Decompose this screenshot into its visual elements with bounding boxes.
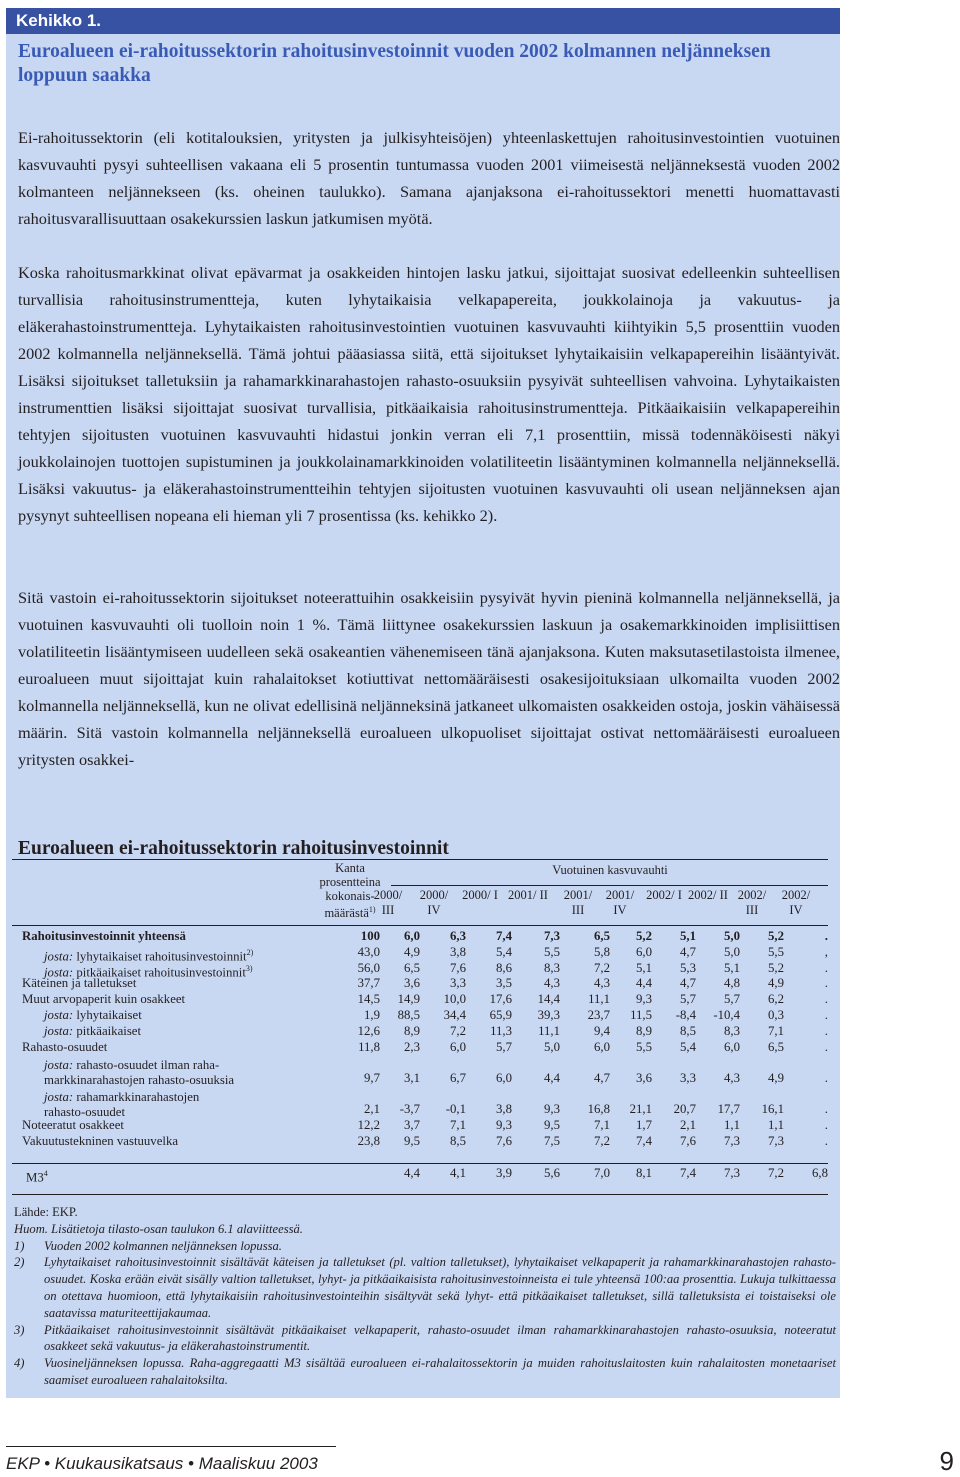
value-cell: . [824,1040,828,1054]
value-cell: 5,2 [636,929,652,943]
value-cell: 5,5 [768,945,784,959]
value-cell: 9,3 [636,992,652,1006]
value-cell: 6,0 [496,1071,512,1085]
column-header: 2001/ IV [605,888,635,917]
value-cell: 3,9 [496,1166,512,1180]
value-cell: . [824,1102,828,1116]
column-header: 2002/ II [688,888,728,902]
value-cell: . [824,1118,828,1132]
value-cell: 5,3 [680,961,696,975]
value-cell: . [824,961,828,975]
page-number: 9 [939,1446,954,1476]
stock-cell: 11,8 [358,1040,380,1054]
row-label: josta: lyhytaikaiset rahoitusinvestoinnit$^{2)}$ [44,948,254,964]
value-cell: 1,1 [724,1118,740,1132]
value-cell: 5,1 [636,961,652,975]
value-cell: , [824,945,828,959]
growth-header: Vuotuinen kasvuvauhti [552,863,668,877]
value-cell: 6,5 [404,961,420,975]
value-cell: 7,1 [768,1024,784,1038]
column-header: 2001/ III [563,888,593,917]
footer-publication: EKP • Kuukausikatsaus • Maaliskuu 2003 [6,1454,318,1473]
value-cell: 3,3 [680,1071,696,1085]
value-cell: 6,0 [594,1040,610,1054]
value-cell: 6,5 [768,1040,784,1054]
value-cell: 9,4 [594,1024,610,1038]
value-cell: 5,2 [768,961,784,975]
value-cell: 8,3 [724,1024,740,1038]
value-cell: . [824,1024,828,1038]
value-cell: 8,9 [404,1024,420,1038]
value-cell: 3,6 [636,1071,652,1085]
value-cell: 5,0 [724,945,740,959]
row-label: Muut arvopaperit kuin osakkeet [22,992,186,1006]
value-cell: 8,3 [544,961,560,975]
footnote-list [14,1238,836,1389]
value-cell: 9,3 [496,1118,512,1132]
value-cell: 7,4 [496,929,512,943]
value-cell: 34,4 [443,1008,466,1022]
value-cell: 7,2 [768,1166,784,1180]
value-cell: . [824,1008,828,1022]
value-cell: 7,2 [450,1024,466,1038]
value-cell: 4,4 [404,1166,420,1180]
column-header: 2000/ IV [419,888,449,917]
value-cell: 3,3 [450,976,466,990]
remark-note: Huom. Lisätietoja tilasto-osan taulukon 6.1 alaviitteessä. [14,1221,303,1236]
column-header: 2002/ III [737,888,767,917]
row-label: Noteeratut osakkeet [22,1118,124,1132]
value-cell: 4,4 [636,976,652,990]
stock-cell: 37,7 [357,976,380,990]
value-cell: 4,1 [450,1166,466,1180]
value-cell: -10,4 [713,1008,740,1022]
paragraph-2: Koska rahoitusmarkkinat olivat epävarmat ja osakkeiden hintojen lasku jatkui, sijoittajat suosivat edelleenkin suhteellisen turvallisia rahoitusinstrumentteja, kuten lyhytaikaisia velkapapereita, joukkolainoja ja vakuutus- ja eläkerahastoinstrumentteja. Lyhytaikaisten rahoitusinvestointien vuotuinen kasvuvauhti kiihtyikin 5,5 prosenttiin vuoden 2002 kolmannella neljänneksellä. Tämä johtui pääasiassa siitä, että sijoitukset lyhytaikaisiin velkapapereihin lisääntyivät. Lisäksi sijoitukset talletuksiin ja rahamarkkinarahastojen rahasto-osuuksiin pysyivät suhteellisen vahvoina. Lyhytaikaisten instrumenttien lisäksi sijoittajat suosivat turvallisia, pitkäaikaisia rahoitusinstrumentteja. Pitkäaikaisiin velkapapereihin tehtyjen sijoitusten vuotuinen kasvuvauhti hidastui jonkin verran eli 7,1 prosenttiin, missä todennäköisesti näkyi joukkolainojen tuottojen supistuminen ja joukkolainamarkkinoiden volatiliteetin lisääntyminen kolmannella neljänneksellä. Lisäksi vakuutus- ja eläkerahastoinstrumentteihin tehtyjen sijoitusten vuotuinen kasvuvauhti oli usean neljänneksen ajan pysynyt suhteellisen nopeana eli hieman yli 7 prosentissa (ks. kehikko 2). [18,263,840,525]
column-header: 2000/ I [462,888,498,902]
value-cell: 17,7 [717,1102,740,1116]
value-cell: 6,5 [594,929,610,943]
value-cell: 5,0 [724,929,740,943]
value-cell: 6,0 [636,945,652,959]
row-label: Vakuutustekninen vastuuvelka [22,1134,179,1148]
value-cell: 5,0 [544,1040,560,1054]
value-cell: 6,2 [768,992,784,1006]
value-cell: 8,6 [496,961,512,975]
value-cell: 88,5 [397,1008,420,1022]
value-cell: 65,9 [489,1008,512,1022]
table-bottom-rule [12,1194,828,1195]
value-cell: 3,5 [496,976,512,990]
value-cell: 9,5 [404,1134,420,1148]
value-cell: 7,6 [680,1134,696,1148]
column-header: 2002/ I [646,888,682,902]
footnote: 4) Vuosineljänneksen lopussa. Raha-aggregaatti M3 sisältää euroalueen ei-rahalaitossektorin ja muiden rahoituslaitosten kuin rahalaitosten monetaariset saamiset euroalueen rahalaitoksilta. [14,1356,836,1387]
stock-cell: 2,1 [364,1102,380,1116]
value-cell: 5,2 [768,929,784,943]
value-cell: 5,7 [496,1040,512,1054]
footnote-key: 3) [14,1322,25,1337]
stock-cell: 56,0 [357,961,380,975]
stock-cell: 14,5 [357,992,380,1006]
value-cell: . [824,992,828,1006]
value-cell: 5,4 [680,1040,696,1054]
value-cell: 5,8 [594,945,610,959]
value-cell: 8,1 [636,1166,652,1180]
box-title-bar [6,8,840,34]
value-cell: 14,4 [537,992,560,1006]
value-cell: 5,7 [680,992,696,1006]
column-header: 2000/ III [373,888,403,917]
value-cell: 11,1 [538,1024,560,1038]
value-cell: 3,8 [450,945,466,959]
table-row [16,1058,836,1090]
stock-cell: 100 [360,929,380,943]
value-cell: 3,8 [496,1102,512,1116]
value-cell: 7,3 [724,1134,740,1148]
row-label: josta: pitkäaikaiset rahoitusinvestoinnit$^{3)}$ [44,964,253,980]
value-cell: 39,3 [537,1008,560,1022]
table-header-rule [12,925,828,926]
value-cell: . [824,929,828,943]
value-cell: 8,9 [636,1024,652,1038]
value-cell: 5,1 [724,961,740,975]
column-header: 2002/ IV [781,888,811,917]
value-cell: 7,6 [450,961,466,975]
value-cell: . [824,1134,828,1148]
value-cell: 9,3 [544,1102,560,1116]
value-cell: 7,3 [768,1134,784,1148]
value-cell: 14,9 [397,992,420,1006]
value-cell: -8,4 [675,1008,696,1022]
value-cell: 5,1 [680,929,696,943]
value-cell: 23,7 [587,1008,610,1022]
value-cell: 7,5 [544,1134,560,1148]
value-cell: . [824,1071,828,1085]
growth-header-rule [391,885,828,886]
footer-rule [6,1446,336,1447]
value-cell: 11,1 [588,992,610,1006]
value-cell: 6,0 [450,1040,466,1054]
value-cell: 0,3 [768,1008,784,1022]
row-label: $M3^4$ [26,1169,48,1185]
value-cell: 16,1 [761,1102,784,1116]
row-label: Rahoitusinvestoinnit yhteensä [22,929,186,943]
value-cell: 3,6 [404,976,420,990]
value-cell: 7,2 [594,1134,610,1148]
table-notes [14,1204,836,1389]
value-cell: 7,3 [544,929,560,943]
footnote: 1) Vuoden 2002 kolmannen neljänneksen lopussa. [14,1238,282,1253]
footnote-key: 1) [14,1238,25,1253]
paragraph-3: Sitä vastoin ei-rahoitussektorin sijoitukset noteerattuihin osakkeisiin pysyivät hyvin pieninä kolmannella neljänneksellä, ja vuotuinen kasvuvauhti oli tuolloin noin 1 %. Tämä liittynee osakekurssien laskuun ja osakemarkkinoiden implisiittisen volatiliteetin lisääntymiseen uudelleen sekä osakeantien vähenemiseen tänä ajanjaksona. Kuten maksutasetilastoista ilmenee, euroalueen muut sijoittajat kuin rahalaitokset kotiuttivat nettomääräisesti osakesijoituksiaan ulkomailta vuoden 2002 kolmannella neljänneksellä, kun ne olivat edellisinä neljänneksinä jatkaneet ulkomaisten osakkeiden ostoja, joskin vähäisessä määrin. Sitä vastoin kolmannella neljänneksellä euroalueen ulkopuoliset sijoittajat ostivat nettomääräisesti euroalueen yritysten osakkei- [18,588,840,769]
stock-header: Kanta prosentteina kokonais- määrästä$^{1)}$ [319,861,381,921]
value-cell: 7,3 [724,1166,740,1180]
value-cell: 3,7 [404,1118,420,1132]
footnote-key: 4) [14,1356,25,1371]
value-cell: 4,7 [594,1071,610,1085]
row-label: Rahasto-osuudet [22,1040,108,1054]
value-cell: 4,4 [544,1071,560,1085]
box-panel [6,8,840,1398]
value-cell: 5,5 [544,945,560,959]
paragraph-1: Ei-rahoitussektorin (eli kotitalouksien, yritysten ja julkisyhteisöjen) yhteenlaskettujen rahoitusinvestointien vuotuinen kasvuvauhti pysyi suhteellisen vakaana eli 5 prosentin tuntumassa vuoden 2001 viimeisestä neljänneksestä vuoden 2002 kolmanteen neljännekseen (ks. oheinen taulukko). Samana ajanjaksona ei-rahoitussektori menetti huomattavasti rahoitusvarallisuuttaan osakekurssien laskun jatkumisen myötä. [18,128,840,228]
row-label: Käteinen ja talletukset [22,976,137,990]
value-cell: 20,7 [673,1102,696,1116]
stock-cell: 12,2 [357,1118,380,1132]
box-label: Kehikko 1. [16,11,102,30]
value-cell: 2,3 [404,1040,420,1054]
stock-cell: 9,7 [364,1071,380,1085]
value-cell: 10,0 [443,992,466,1006]
value-cell: 5,4 [496,945,512,959]
source-note: Lähde: EKP. [14,1205,78,1219]
value-cell: 4,7 [680,976,696,990]
table-top-rule [12,859,828,860]
value-cell: . [824,976,828,990]
value-cell: 5,7 [724,992,740,1006]
stock-cell: 1,9 [364,1008,380,1022]
table-row [16,1134,836,1166]
row-label: josta: rahasto-osuudet ilman raha- markkinarahastojen rahasto-osuuksia [44,1058,235,1087]
value-cell: 6,8 [812,1166,828,1180]
value-cell: 11,5 [630,1008,652,1022]
value-cell: 21,1 [629,1102,652,1116]
stock-cell: 43,0 [357,945,380,959]
value-cell: 4,9 [404,945,420,959]
value-cell: 4,3 [544,976,560,990]
row-label: josta: pitkäaikaiset [44,1024,142,1038]
value-cell: 6,0 [404,929,420,943]
value-cell: 3,1 [404,1071,420,1085]
value-cell: 4,3 [594,976,610,990]
value-cell: 17,6 [489,992,512,1006]
column-header: 2001/ II [508,888,548,902]
value-cell: 7,0 [594,1166,610,1180]
value-cell: 4,3 [724,1071,740,1085]
row-label: josta: lyhytaikaiset [44,1008,142,1022]
row-label: josta: rahamarkkinarahastojen rahasto-osuudet [44,1090,200,1119]
value-cell: 7,6 [496,1134,512,1148]
value-cell: 8,5 [450,1134,466,1148]
value-cell: 8,5 [680,1024,696,1038]
value-cell: 7,1 [594,1118,610,1132]
footnote-key: 2) [14,1255,25,1270]
value-cell: -3,7 [399,1102,420,1116]
value-cell: 1,1 [768,1118,784,1132]
value-cell: 7,4 [636,1134,652,1148]
value-cell: 6,3 [450,929,466,943]
table-title: Euroalueen ei-rahoitussektorin rahoitusinvestoinnit [18,838,449,859]
value-cell: 7,4 [680,1166,696,1180]
stock-cell: 12,6 [357,1024,380,1038]
value-cell: 4,9 [768,1071,784,1085]
value-cell: 9,5 [544,1118,560,1132]
value-cell: 7,2 [594,961,610,975]
footnote: 2) Lyhytaikaiset rahoitusinvestoinnit sisältävät käteisen ja talletukset (pl. valtion talletukset), lyhytaikaiset velkapaperit ja rahamarkkinarahastojen rahasto-osuudet. Koska erään eivät sisälly valtion talletukset, lyhyt- ja pitkäaikaisista rahoitusinvestoinneista ei tule yhteensä 100:aa prosenttia. Lukuja tulkittaessa on otettava huomioon, että lyhytaikaisiin rahoitusinvestointeihin sisältyvät sekä lyhyt- että pitkäaikaiset talletukset, sillä talletuksista ei toistaiseksi ole saatavissa maturiteettijakaumaa. [14,1255,836,1320]
value-cell: 7,1 [450,1118,466,1132]
footnote: 3) Pitkäaikaiset rahoitusinvestoinnit sisältävät pitkäaikaiset velkapaperit, rahasto-osuudet ilman rahamarkkinarahastojen rahasto-osuuksia, noteeratut osakkeet sekä vakuutus- ja eläkerahastoinstrumentit. [14,1322,836,1354]
value-cell: 4,9 [768,976,784,990]
value-cell: 4,8 [724,976,740,990]
value-cell: 16,8 [587,1102,610,1116]
value-cell: 6,7 [450,1071,466,1085]
value-cell: 2,1 [680,1118,696,1132]
stock-cell: 23,8 [357,1134,380,1148]
value-cell: -0,1 [445,1102,466,1116]
value-cell: 5,5 [636,1040,652,1054]
value-cell: 5,6 [544,1166,560,1180]
value-cell: 6,0 [724,1040,740,1054]
value-cell: 1,7 [636,1118,652,1132]
value-cell: 4,7 [680,945,696,959]
value-cell: 11,3 [490,1024,512,1038]
box-heading: Euroalueen ei-rahoitussektorin rahoitusinvestoinnit vuoden 2002 kolmannen neljänneksen loppuun saakka [18,41,771,86]
m3-separator-rule [12,1163,828,1164]
